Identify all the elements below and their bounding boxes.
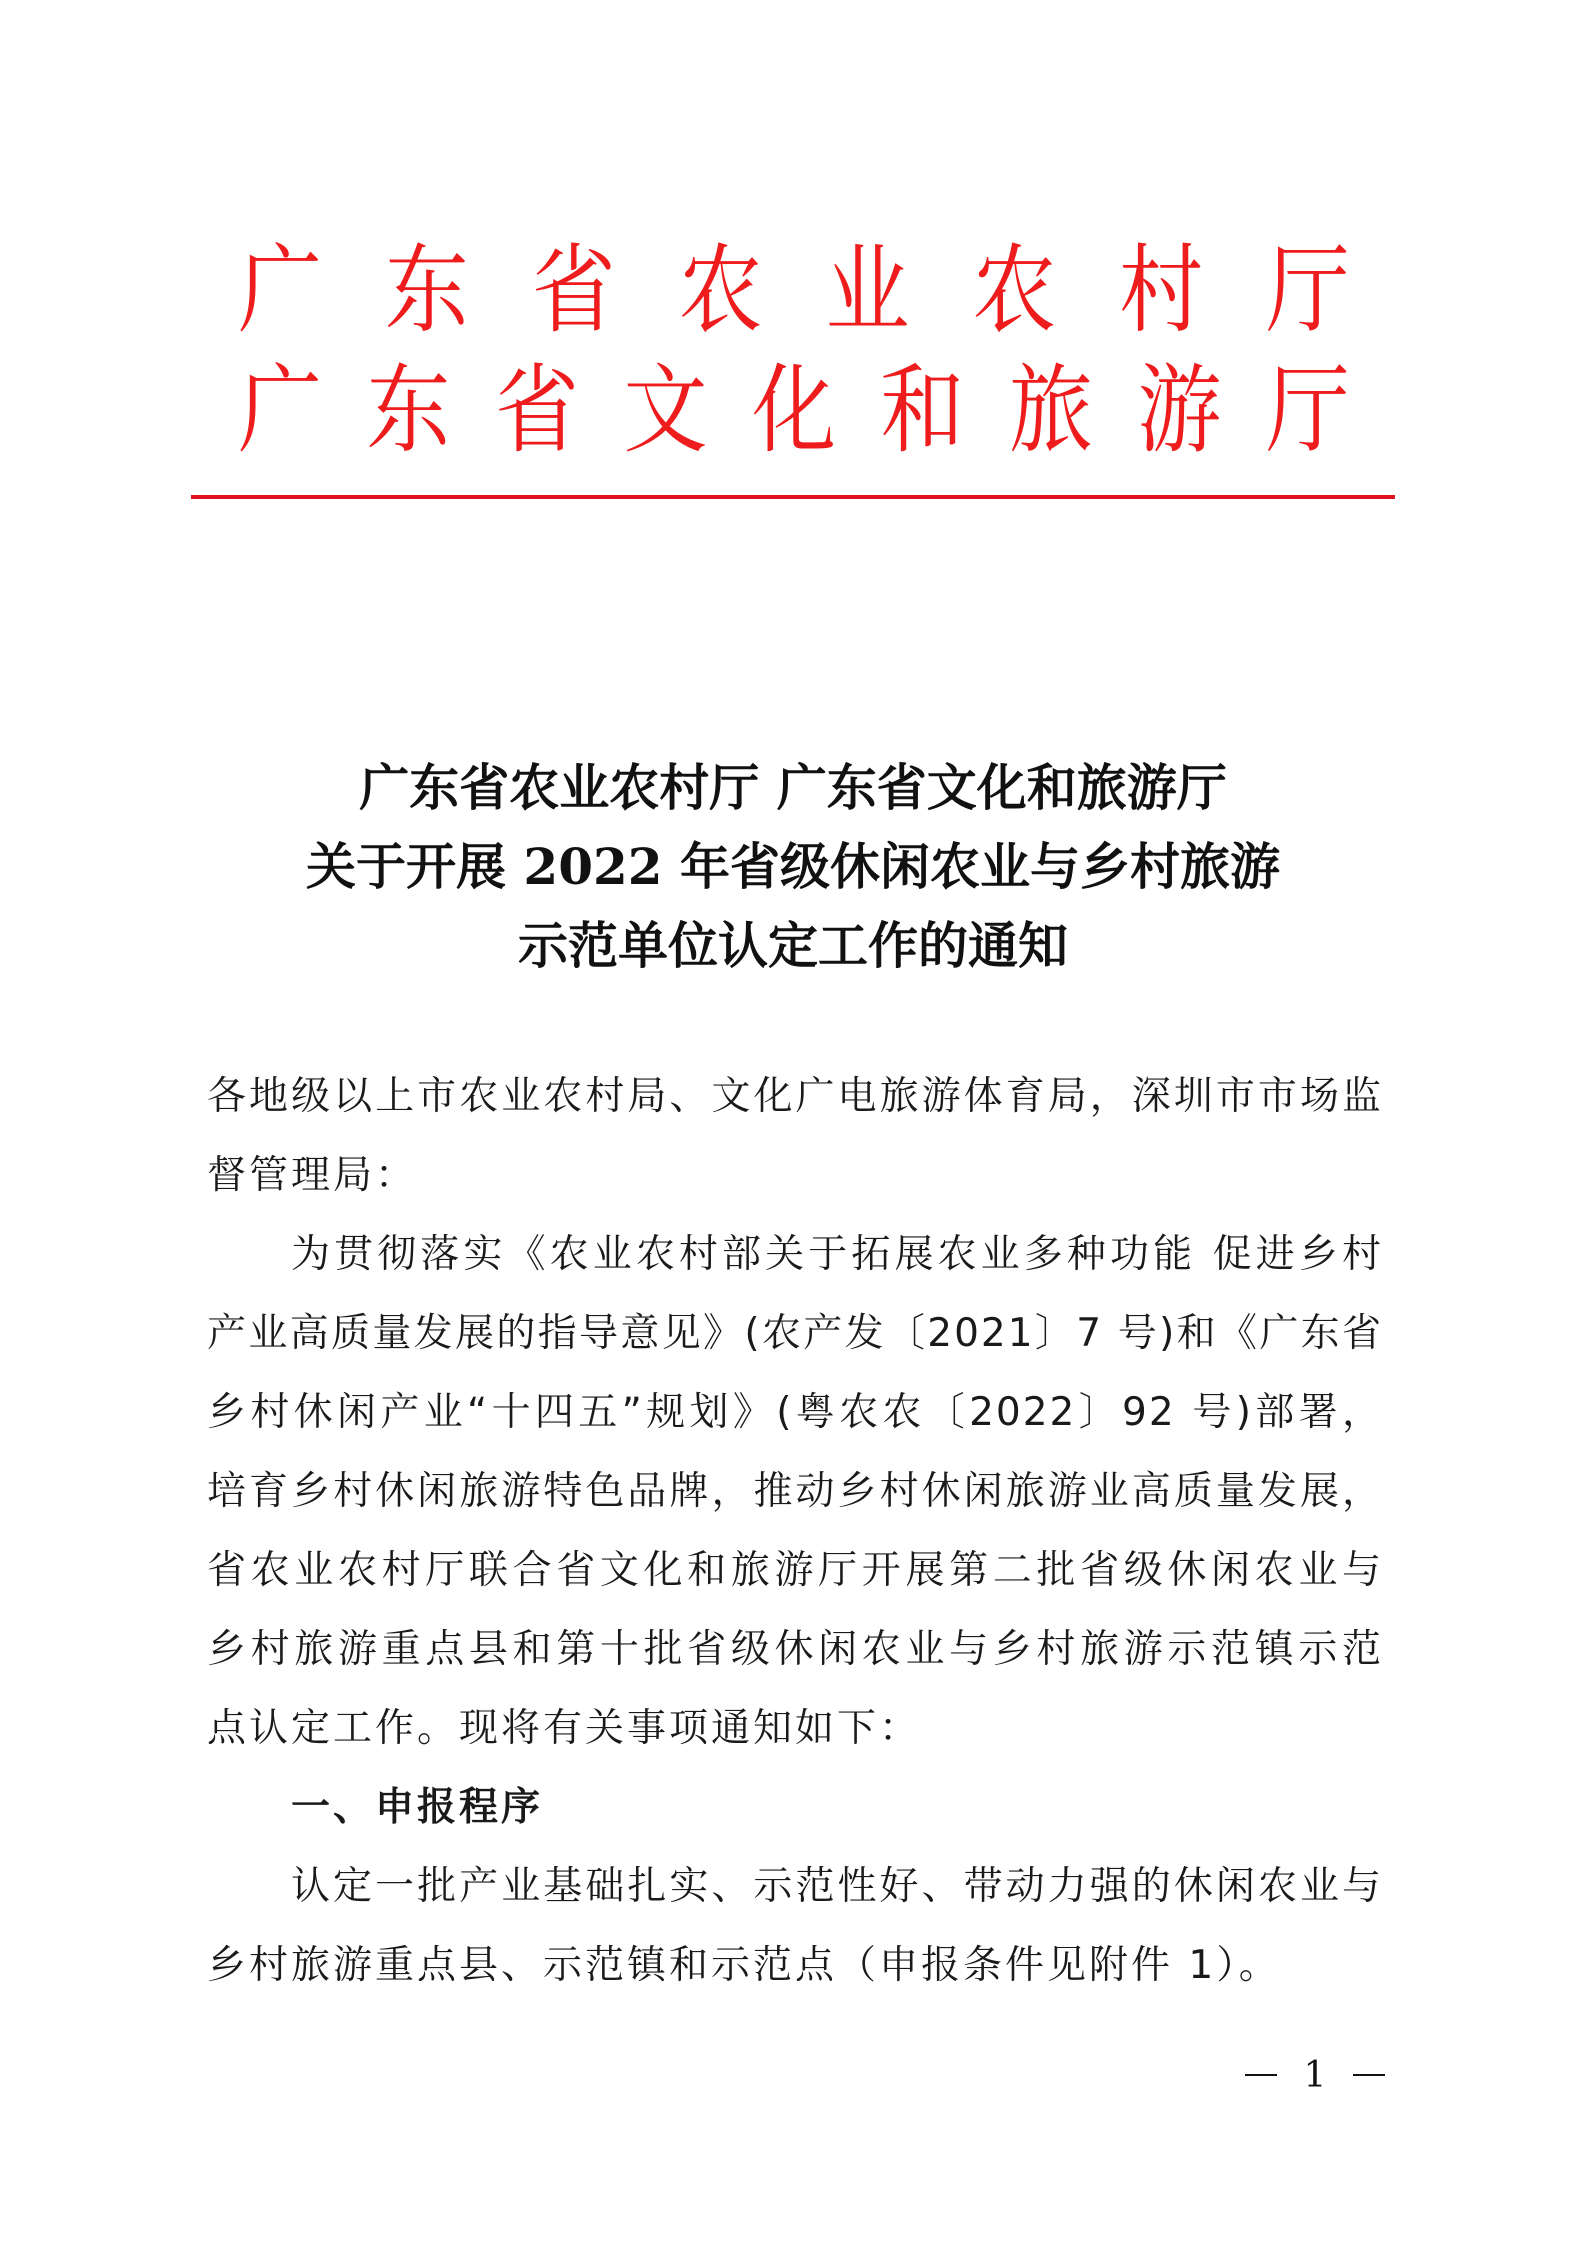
page-number-value: 1 — [1303, 2054, 1327, 2096]
title-line-3: 示范单位认定工作的通知 — [518, 916, 1068, 975]
paragraph-1-line-7: 点认定工作。现将有关事项通知如下： — [207, 1706, 922, 1751]
document-body — [207, 1057, 1383, 2005]
paragraph-1-line-3: 乡村休闲产业“十四五”规划》(粤农农〔2022〕92 号)部署， — [207, 1390, 1383, 1435]
letterhead-char: 游 — [1137, 353, 1222, 467]
paragraph-1-line-4: 培育乡村休闲旅游特色品牌，推动乡村休闲旅游业高质量发展， — [207, 1469, 1383, 1514]
letterhead-char: 农 — [972, 233, 1057, 347]
dash-left — [1245, 2074, 1277, 2076]
paragraph-1-line-6: 乡村旅游重点县和第十批省级休闲农业与乡村旅游示范镇示范 — [207, 1627, 1383, 1672]
dash-right — [1353, 2074, 1385, 2076]
paragraph-1-line-1: 为贯彻落实《农业农村部关于拓展农业多种功能 促进乡村 — [291, 1232, 1383, 1277]
addressee-line-1: 各地级以上市农业农村局、文化广电旅游体育局，深圳市市场监 — [207, 1074, 1383, 1119]
letterhead-agriculture-department — [238, 233, 1350, 347]
letterhead-char: 省 — [531, 233, 616, 347]
letterhead-char: 东 — [384, 233, 469, 347]
page-number — [1245, 2050, 1385, 2100]
letterhead-char: 广 — [238, 233, 323, 347]
letterhead-char: 文 — [623, 353, 708, 467]
document-title — [200, 748, 1386, 985]
letterhead-char: 业 — [825, 233, 910, 347]
title-line-2: 关于开展 2022 年省级休闲农业与乡村旅游 — [306, 837, 1280, 896]
letterhead-char: 旅 — [1008, 353, 1093, 467]
section-1-line-2: 乡村旅游重点县、示范镇和示范点（申报条件见附件 1）。 — [207, 1943, 1281, 1988]
section-1-line-1: 认定一批产业基础扎实、示范性好、带动力强的休闲农业与 — [291, 1864, 1383, 1909]
letterhead-char: 东 — [366, 353, 451, 467]
letterhead-char: 农 — [678, 233, 763, 347]
letterhead-divider — [191, 495, 1395, 499]
paragraph-1-line-2: 产业高质量发展的指导意见》(农产发〔2021〕7 号)和《广东省 — [207, 1311, 1383, 1356]
letterhead-culture-tourism-department — [238, 353, 1350, 467]
letterhead-char: 省 — [494, 353, 579, 467]
letterhead-char: 化 — [751, 353, 836, 467]
title-line-1: 广东省农业农村厅 广东省文化和旅游厅 — [359, 758, 1227, 817]
letterhead-char: 和 — [880, 353, 965, 467]
paragraph-1-line-5: 省农业农村厅联合省文化和旅游厅开展第二批省级休闲农业与 — [207, 1548, 1383, 1593]
letterhead-char: 广 — [238, 353, 323, 467]
letterhead-char: 厅 — [1265, 353, 1350, 467]
letterhead-char: 村 — [1119, 233, 1204, 347]
section-heading: 一、申报程序 — [291, 1785, 544, 1830]
letterhead-char: 厅 — [1265, 233, 1350, 347]
addressee-line-2: 督管理局： — [207, 1153, 418, 1198]
